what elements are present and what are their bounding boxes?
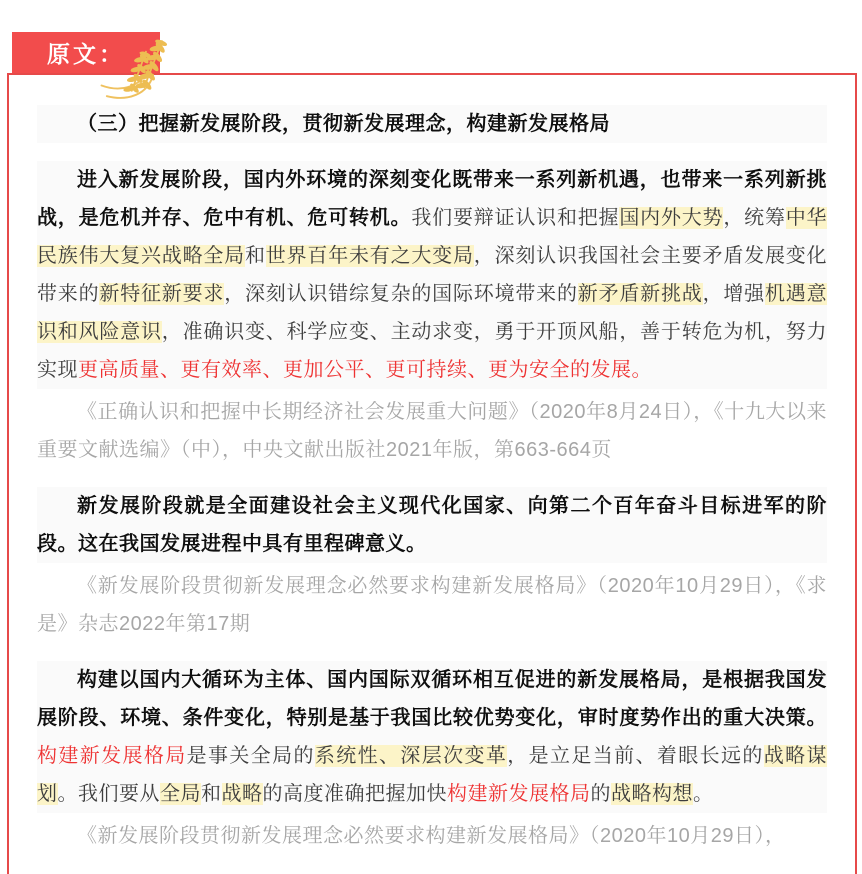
text-run-highlight: 新特征新要求 (99, 283, 225, 305)
text-run-red: 构建新发展格局 (447, 783, 591, 805)
paragraph (37, 661, 827, 813)
text-run-normal: 。 (693, 783, 714, 805)
text-run-normal: 的高度准确把握加快 (262, 783, 447, 805)
text-run-bold: 进入新发展阶段，国内外环境的深刻变化既带来一系列新机遇，也带来一系列新挑战，是危机并存、危中有机、危可转机。 (37, 169, 827, 229)
text-run-normal: 的 (590, 783, 611, 805)
paragraph (37, 161, 827, 389)
text-run-red: 更高质量、更有效率、更加公平、更可持续、更为安全的发展。 (78, 359, 652, 381)
origin-badge-label: 原文： (47, 41, 125, 67)
text-run-highlight: 国内外大势 (619, 207, 724, 229)
text-run-red: 构建新发展格局 (37, 745, 187, 767)
text-run-citation: 《新发展阶段贯彻新发展理念必然要求构建新发展格局》（2020年10月29日），《求是》杂志2022年第17期 (37, 575, 827, 635)
text-run-normal: 和 (244, 245, 266, 267)
text-run-bold: （三）把握新发展阶段，贯彻新发展理念，构建新发展格局 (77, 113, 610, 135)
text-run-normal: ，深刻认识我国社会主要矛盾发展变化带来的 (37, 245, 828, 305)
text-run-bold: 构建以国内大循环为主体、国内国际双循环相互促进的新发展格局，是根据我国发展阶段、环境、条件变化，特别是基于我国比较优势变化，审时度势作出的重大决策。 (37, 669, 827, 729)
text-run-bold: 新发展阶段就是全面建设社会主义现代化国家、向第二个百年奋斗目标进军的阶段。这在我国发展进程中具有里程碑意义。 (37, 495, 827, 555)
text-run-normal: ，统筹 (723, 207, 786, 229)
text-run-highlight: 战略 (221, 783, 263, 805)
citation-text (37, 393, 827, 469)
text-run-normal: ，是立足当前、着眼长远的 (507, 745, 764, 767)
text-run-citation: 《新发展阶段贯彻新发展理念必然要求构建新发展格局》（2020年10月29日）， (77, 825, 786, 847)
text-run-normal: ，准确识变、科学应变、主动求变，勇于开顶风船，善于转危为机，努力实现 (37, 321, 828, 381)
text-run-normal: 我们要辩证认识和把握 (411, 207, 620, 229)
text-run-normal: 。我们要从 (57, 783, 160, 805)
citation-text (37, 817, 827, 855)
text-run-normal: ，深刻认识错综复杂的国际环境带来的 (224, 283, 578, 305)
paragraph (37, 487, 827, 563)
text-run-highlight: 中华民族伟大复兴战略全局 (37, 207, 828, 267)
text-run-highlight: 全局 (160, 783, 201, 805)
citation-text (37, 567, 827, 643)
text-run-highlight: 战略谋划 (37, 745, 827, 805)
text-run-normal: 是事关全局的 (186, 745, 315, 767)
text-run-highlight: 世界百年未有之大变局 (265, 245, 474, 267)
text-run-highlight: 系统性、深层次变革 (314, 745, 508, 767)
text-run-citation: 《正确认识和把握中长期经济社会发展重大问题》（2020年8月24日），《十九大以来重要文献选编》（中），中央文献出版社2021年版，第663-664页 (37, 401, 827, 461)
text-run-normal: ，增强 (702, 283, 765, 305)
text-run-normal: 和 (201, 783, 222, 805)
document-body (7, 75, 857, 855)
text-run-highlight: 战略构想 (611, 783, 693, 805)
text-run-highlight: 机遇意识和风险意识 (37, 283, 828, 343)
wheat-icon (98, 32, 178, 112)
text-run-highlight: 新矛盾新挑战 (577, 283, 703, 305)
